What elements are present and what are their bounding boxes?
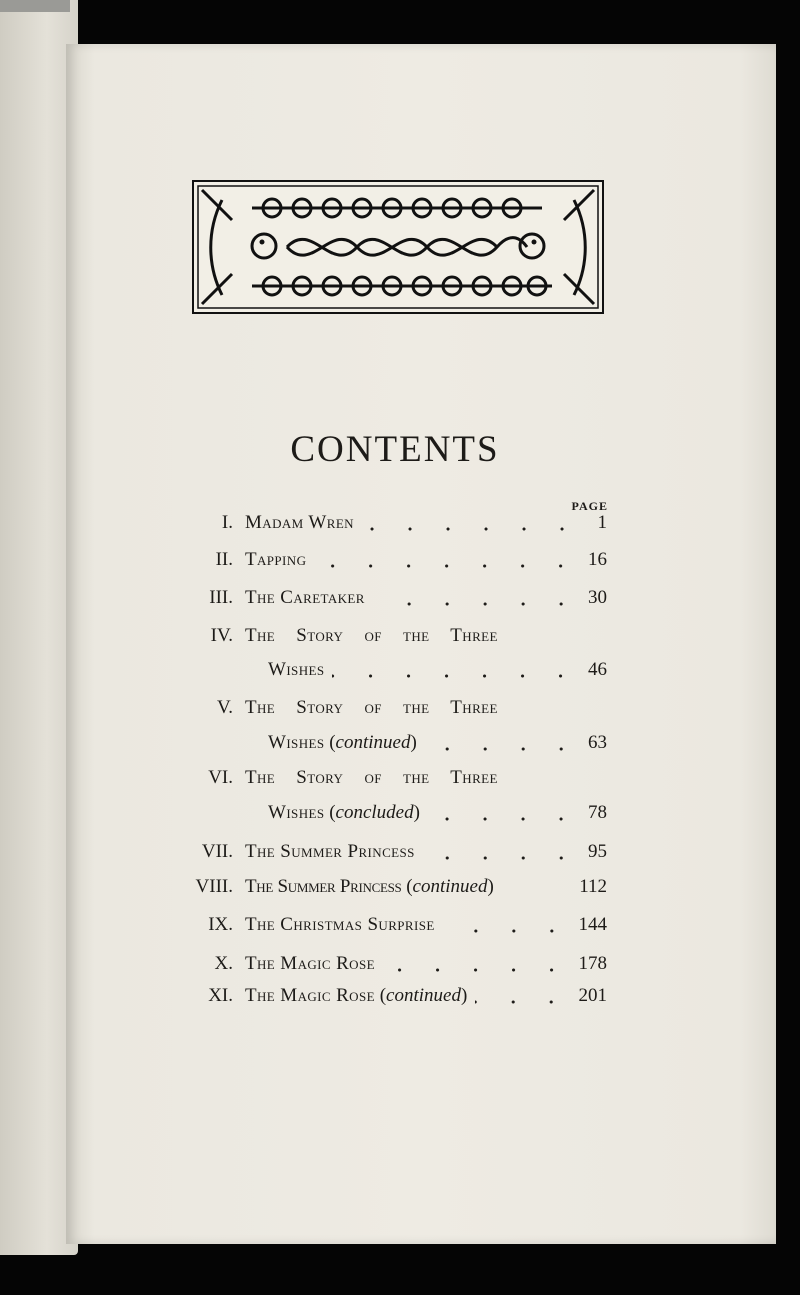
chapter-note: continued xyxy=(335,732,411,753)
page-number: 30 xyxy=(588,587,607,608)
toc-entry[interactable] xyxy=(150,841,607,867)
dot-leader xyxy=(383,968,571,972)
page-column-label: PAGE xyxy=(571,499,608,513)
page-number: 112 xyxy=(579,876,607,897)
chapter-title-cont: Wishes xyxy=(268,659,325,680)
toc-entry[interactable] xyxy=(150,512,607,538)
page-number: 1 xyxy=(597,512,607,533)
cover-edge xyxy=(0,0,70,12)
toc-entry[interactable]: XI. The Magic Rose ( continued ) 201 xyxy=(150,985,607,1011)
toc-entry[interactable] xyxy=(150,697,607,723)
toc-entry-continuation[interactable]: Wishes ( concluded ) 78 xyxy=(268,802,607,823)
page-number: 95 xyxy=(588,841,607,862)
page-number: 16 xyxy=(588,549,607,570)
dot-leader xyxy=(428,817,580,821)
toc-entry-continuation[interactable] xyxy=(150,659,607,685)
chapter-note: concluded xyxy=(335,802,414,823)
chapter-numeral: X. xyxy=(214,953,233,974)
dot-leader xyxy=(332,674,580,678)
page-number: 78 xyxy=(588,802,607,823)
toc-entry[interactable] xyxy=(150,914,607,940)
chapter-numeral: III. xyxy=(209,587,233,608)
chapter-title-cont: Wishes xyxy=(268,802,325,823)
chapter-numeral: IV. xyxy=(210,625,233,646)
toc-entry[interactable] xyxy=(150,587,607,613)
dot-leader xyxy=(423,856,580,860)
toc-entry[interactable] xyxy=(150,767,607,793)
celtic-knot-ornament xyxy=(192,180,604,314)
chapter-numeral: I. xyxy=(221,512,233,533)
chapter-numeral: VII. xyxy=(201,841,233,862)
dot-leader xyxy=(425,747,580,751)
chapter-numeral: XI. xyxy=(208,985,233,1006)
page-title: CONTENTS xyxy=(290,429,500,470)
chapter-title: The Caretaker xyxy=(245,587,365,608)
chapter-title: The Magic Rose xyxy=(245,985,375,1006)
chapter-title: The Summer Princess xyxy=(245,876,402,897)
dot-leader xyxy=(373,602,580,606)
page-number: 178 xyxy=(578,953,607,974)
dot-leader xyxy=(443,929,571,933)
chapter-numeral: II. xyxy=(215,549,233,570)
page-number: 144 xyxy=(578,914,607,935)
chapter-title: The Magic Rose xyxy=(245,953,375,974)
dot-leader xyxy=(362,527,581,531)
toc-entry[interactable] xyxy=(150,625,607,651)
chapter-title: The Summer Princess xyxy=(245,841,415,862)
toc-entry-continuation[interactable]: Wishes ( continued ) 63 xyxy=(268,732,607,753)
chapter-title: Madam Wren xyxy=(245,512,354,533)
chapter-numeral: IX. xyxy=(208,914,233,935)
chapter-note: continued xyxy=(386,985,461,1006)
chapter-title: The Story of the Three xyxy=(245,697,498,718)
chapter-title: The Story of the Three xyxy=(245,625,498,646)
chapter-title: Tapping xyxy=(245,549,307,570)
chapter-numeral: V. xyxy=(216,697,233,718)
toc-entry[interactable]: VIII. The Summer Princess ( continued ) 112 xyxy=(150,876,607,902)
chapter-note: continued xyxy=(412,876,488,897)
chapter-title: The Story of the Three xyxy=(245,767,498,788)
chapter-title: The Christmas Surprise xyxy=(245,914,435,935)
page-number: 63 xyxy=(588,732,607,753)
toc-entry[interactable] xyxy=(150,953,607,979)
chapter-numeral: VI. xyxy=(208,767,233,788)
chapter-numeral: VIII. xyxy=(195,876,233,897)
page-number: 46 xyxy=(588,659,607,680)
toc-entry[interactable] xyxy=(150,549,607,575)
page-number: 201 xyxy=(578,985,607,1006)
dot-leader xyxy=(475,1000,570,1004)
chapter-title-cont: Wishes xyxy=(268,732,325,753)
dot-leader xyxy=(314,564,580,568)
